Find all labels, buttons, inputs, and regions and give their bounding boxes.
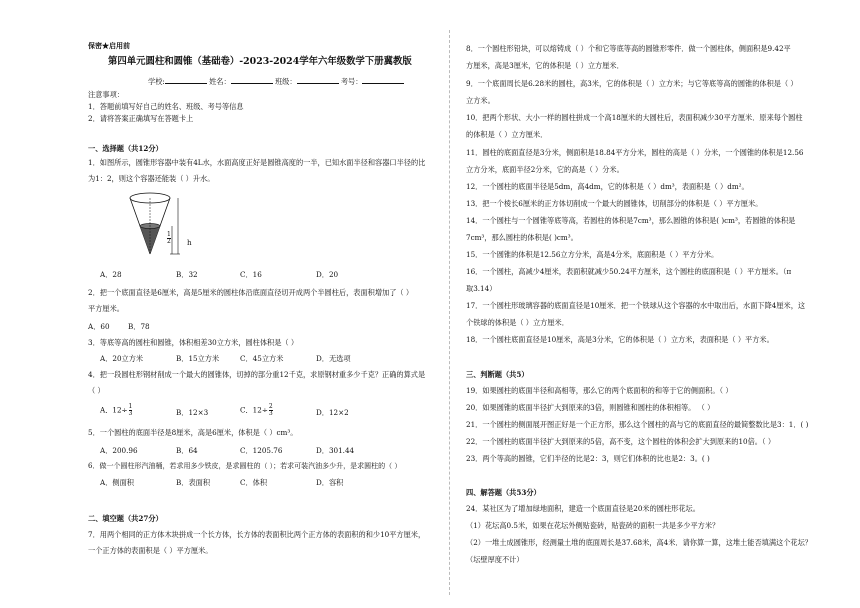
q4-a-num: 1: [128, 403, 133, 410]
school-label: 学校:: [148, 77, 165, 86]
q24-part-2-a: （2）一堆土成圆锥形，经测量土堆的底面周长是37.68米，高4米．请你算一算，这堆土能否填满这个花坛？: [466, 538, 812, 547]
q5-option-c[interactable]: C．1205.76: [240, 446, 283, 455]
q24-part-2-b: （坛壁厚度不计）: [466, 555, 524, 564]
q17-line-a: 17．一个圆柱形玻璃容器的底面直径是10厘米．把一个铁球从这个容器的水中取出后，水面下降4厘米，这: [466, 301, 806, 310]
q6-option-a[interactable]: A．侧面积: [100, 478, 134, 487]
q1-line-b: 为1：2，则这个容器还能装（ ）升水。: [88, 174, 215, 183]
fig-half-den: 2: [167, 238, 171, 245]
class-label: 班级：: [274, 77, 297, 86]
q1-option-d[interactable]: D．20: [316, 270, 339, 279]
q2-option-a[interactable]: A．60: [88, 322, 110, 331]
q4-option-c-text: C．12÷: [240, 405, 268, 415]
q4-option-d[interactable]: D．12×2: [316, 408, 349, 417]
q18-text: 18．一个圆柱底面直径是10厘米，高是3分米，它的体积是（ ）立方米，表面积是（ ）平方米。: [466, 335, 774, 344]
q9-line-a: 9．一个底面周长是6.28米的圆柱，高3米，它的体积是（ ）立方米；与它等底等高的圆锥的体积是（ ）: [466, 79, 798, 88]
q4-c-fraction: [269, 404, 273, 417]
q3-option-a[interactable]: A．20立方米: [100, 354, 144, 363]
q10-line-a: 10．把两个形状、大小一样的圆柱拼成一个高18厘米的大圆柱后，表面积减少30平方厘米．原来每个圆柱: [466, 113, 803, 122]
q5-text: 5．一个圆柱的底面半径是8厘米，高是6厘米，体积是（ ）cm³。: [88, 428, 298, 437]
q15-text: 15．一个圆锥的体积是12.56立方分米，高是4分米，底面积是（ ）平方分米。: [466, 250, 719, 259]
q4-c-num: 2: [268, 403, 273, 410]
notes-title: 注意事项：: [88, 90, 124, 99]
q19-text: 19．如果圆柱的底面半径和高相等，那么它的两个底面积的和等于它的侧面积。（ ）: [466, 386, 733, 395]
q17-line-b: 个铁球的体积是（ ）立方厘米．: [466, 318, 569, 327]
q23-text: 23．两个等高的圆锥，它们半径的比是2：3，则它们体积的比也是2：3。( ): [466, 454, 710, 463]
q4-c-den: 3: [268, 410, 273, 417]
q14-line-b: 7cm³，那么圆柱的体积是( )cm³。: [466, 233, 578, 242]
q16-line-b: 取3.14）: [466, 284, 497, 293]
q4-line-a: 4．把一段圆柱形钢材削成一个最大的圆锥体，切掉的部分重12千克，求原钢材重多少千克？正确的算式是: [88, 370, 426, 379]
class-blank[interactable]: [297, 76, 339, 84]
q4-option-c[interactable]: [240, 404, 273, 417]
q20-text: 20．如果圆锥的底面半径扩大到原来的3倍，则圆锥和圆柱的体积相等。 （ ）: [466, 403, 715, 412]
q1-option-c[interactable]: C．16: [240, 270, 262, 279]
q9-line-b: 立方米。: [466, 96, 495, 105]
q14-line-a: 14．一个圆柱与一个圆锥等底等高，若圆柱的体积是7cm³，那么圆锥的体积是( )cm³，若圆锥的体积是: [466, 216, 796, 225]
q3-option-c[interactable]: C．45立方米: [240, 354, 284, 363]
q13-text: 13．把一个棱长6厘米的正方体切削成一个最大的圆锥体，切削部分的体积是（ ）平方厘米。: [466, 199, 763, 208]
info-line: [148, 76, 404, 86]
exam-label: 考号：: [340, 77, 363, 86]
column-divider: [449, 30, 450, 595]
q6-text: 6．做一个圆柱形汽油桶，若求用多少铁皮，是求圆柱的（ ）；若求可装汽油多少升，是求圆柱的（ ）: [88, 462, 402, 470]
q6-option-d[interactable]: D．容积: [316, 478, 344, 487]
section-2-title: 二、填空题（共27分）: [88, 514, 163, 523]
section-4-title: 四、解答题（共53分）: [466, 488, 541, 497]
q4-option-b[interactable]: B．12×3: [176, 408, 209, 417]
q5-option-d[interactable]: D．301.44: [316, 446, 355, 455]
q21-text: 21．一个圆柱的侧面展开图正好是一个正方形，那么这个圆柱的高与它的底面直径的最简整数比是3：1．( ): [466, 420, 809, 429]
q4-option-a[interactable]: [100, 404, 132, 417]
section-3-title: 三、判断题（共5）: [466, 370, 529, 379]
q24-text: 24．某社区为了增加绿地面积，建造一个底面直径是20米的圆柱形花坛。: [466, 504, 700, 513]
q11-line-b: 立方分米，底面半径2分米，它的高是（ ）分米。: [466, 165, 624, 174]
q8-line-a: 8．一个圆柱形铅块，可以熔铸成（ ）个和它等底等高的圆锥形零件．做一个圆柱体，侧面积是9.42平: [466, 44, 791, 53]
q16-line-a: 16．一个圆柱，高减少4厘米，表面积就减少50.24平方厘米，这个圆柱的底面积是（ ）平方厘米。（π: [466, 267, 792, 276]
q1-option-a[interactable]: A．28: [100, 270, 122, 279]
q5-option-a[interactable]: A．200.96: [100, 446, 138, 455]
q3-option-d[interactable]: D．无选项: [316, 354, 351, 363]
q2-option-b[interactable]: B．78: [128, 322, 150, 331]
q4-line-b: （ ）: [88, 386, 105, 395]
name-label: 姓名：: [209, 77, 231, 86]
q2-line-a: 2．把一个底面直径是6厘米，高是5厘米的圆柱体沿底面直径切开成两个半圆柱后，表面积增加了（ ）: [88, 288, 414, 297]
q12-text: 12．一个圆柱的底面半径是5dm，高4dm，它的体积是（ ）dm³，表面积是（ ）dm²。: [466, 182, 749, 191]
q7-line-a: 7．用两个相同的正方体木块拼成一个长方体，长方体的表面积比两个正方体的表面积的和少10平方厘米，: [88, 530, 426, 539]
q1-option-b[interactable]: B．32: [176, 270, 198, 279]
q11-line-a: 11．圆柱的底面直径是3分米，侧面积是18.84平方分米，圆柱的高是（ ）分米，一个圆锥的体积是12.56: [466, 148, 804, 157]
q22-text: 22．一个圆柱的底面半径扩大到原来的5倍，高不变，这个圆柱的体积会扩大到原来的10倍。（ ）: [466, 437, 776, 446]
q1-line-a: 1．如图所示，圆锥形容器中装有4L水，水面高度正好是圆锥高度的一半，已知水面半径和容器口半径的比: [88, 158, 426, 167]
q2-line-b: 平方厘米。: [88, 304, 124, 313]
fig-half-fraction: [167, 232, 171, 245]
q3-option-b[interactable]: B．15立方米: [176, 354, 220, 363]
q3-text: 3．等底等高的圆柱和圆锥，体积相差30立方米，圆柱体积是（ ）: [88, 338, 299, 347]
section-1-title: 一、选择题（共12分）: [88, 144, 163, 153]
page-title: 第四单元圆柱和圆锥（基础卷）-2023-2024学年六年级数学下册冀教版: [108, 56, 412, 67]
q24-part-1: （1）花坛高0.5米，如果在花坛外侧贴瓷砖，贴瓷砖的面积一共是多少平方米？: [466, 521, 720, 530]
fig-half-num: 1: [167, 231, 171, 238]
school-blank[interactable]: [165, 76, 207, 84]
note-1: 1．答题前填写好自己的姓名、班级、考号等信息: [88, 102, 244, 111]
q4-a-den: 3: [128, 410, 133, 417]
exam-blank[interactable]: [362, 76, 404, 84]
secret-label: 保密★启用前: [88, 41, 130, 50]
q6-option-b[interactable]: B．表面积: [176, 478, 211, 487]
q5-option-b[interactable]: B．64: [176, 446, 198, 455]
name-blank[interactable]: [231, 76, 273, 84]
q8-line-b: 方厘米，高是3厘米，它的体积是（ ）立方厘米．: [466, 61, 624, 70]
note-2: 2．请将答案正确填写在答题卡上: [88, 114, 194, 123]
q10-line-b: 的体积是（ ）立方厘米．: [466, 130, 548, 139]
q7-line-b: 一个正方体的表面积是（ ）平方厘米。: [88, 546, 213, 555]
q4-a-fraction: [129, 404, 133, 417]
fig-h-label: h: [187, 238, 192, 247]
cone-figure: [128, 190, 198, 260]
q4-option-a-text: A．12÷: [100, 405, 128, 415]
q6-option-c[interactable]: C．体积: [240, 478, 268, 487]
